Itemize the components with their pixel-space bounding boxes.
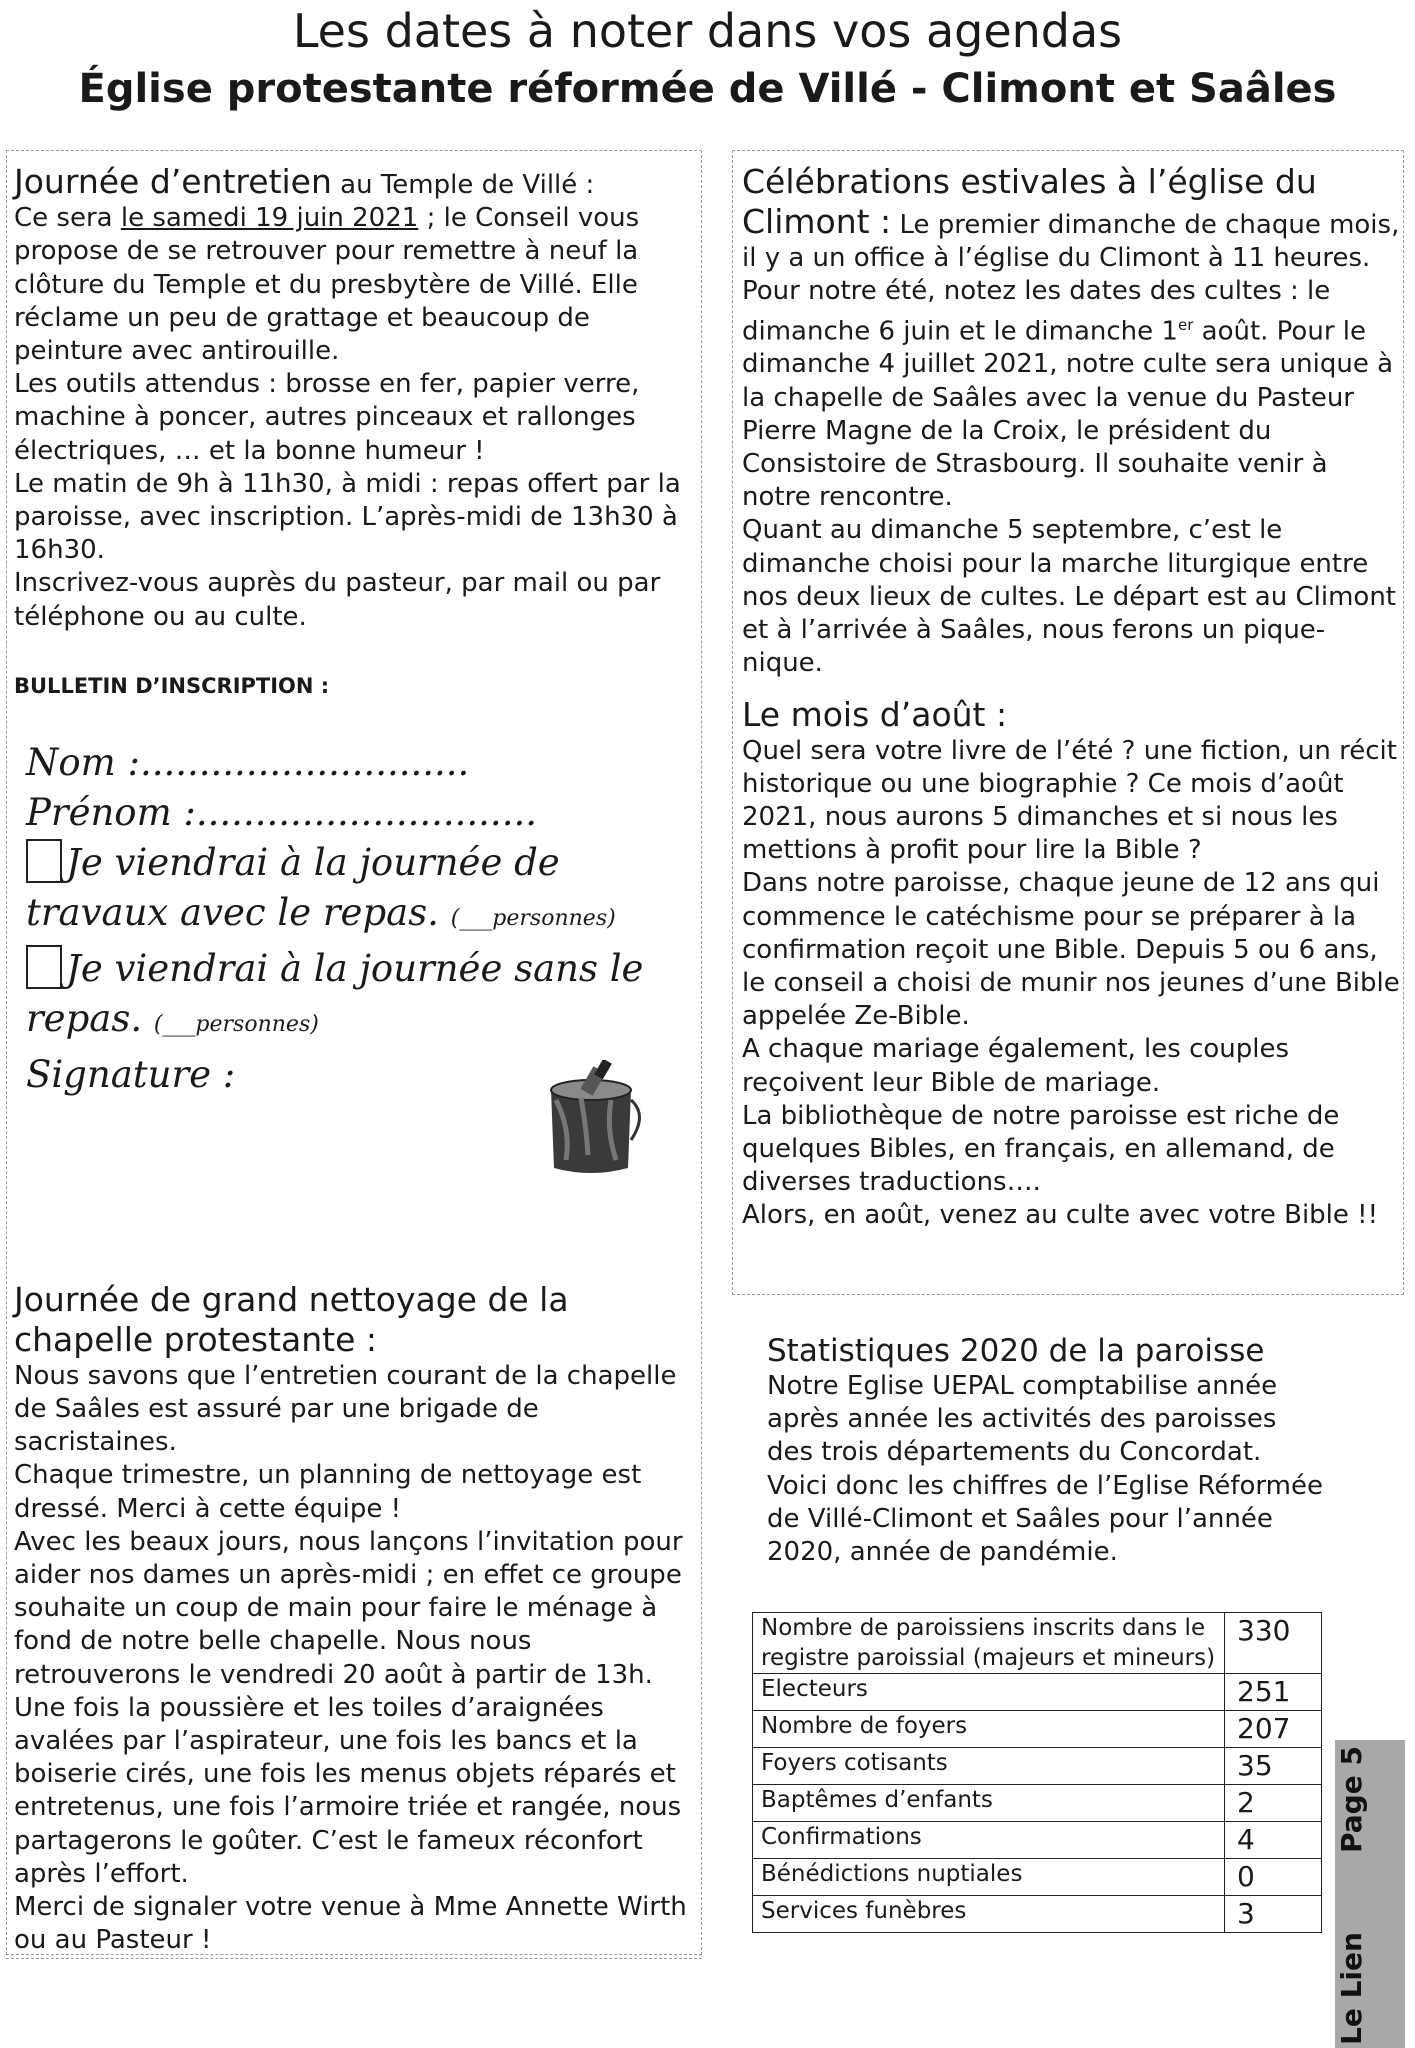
table-row <box>753 1859 1322 1896</box>
checkbox-without-meal[interactable] <box>26 945 62 989</box>
option-without-meal: Je viendrai à la journée sans le repas. (___personnes) <box>26 946 644 1040</box>
date-highlight: le samedi 19 juin 2021 <box>120 203 419 234</box>
prenom-field[interactable]: Prénom :............................. <box>26 790 537 834</box>
stat-label: Bénédictions nuptiales <box>753 1859 1225 1896</box>
stat-value: 3 <box>1225 1896 1322 1933</box>
table-row <box>753 1785 1322 1822</box>
stat-value: 2 <box>1225 1785 1322 1822</box>
stat-label: Nombre de foyers <box>753 1711 1225 1748</box>
table-row <box>753 1613 1322 1674</box>
page-title: Les dates à noter dans vos agendas <box>292 4 1123 58</box>
stats-section <box>767 1332 1327 1569</box>
stat-value: 251 <box>1225 1674 1322 1711</box>
stats-title: Statistiques 2020 de la paroisse <box>767 1333 1265 1369</box>
stats-table <box>752 1612 1322 1933</box>
section-heading-nettoyage: Journée de grand nettoyage de la chapelle protestante : <box>14 1279 569 1359</box>
stat-label: Electeurs <box>753 1674 1225 1711</box>
section-heading-celebrations: Célébrations estivales à l’église du <box>742 162 1317 201</box>
table-row <box>753 1822 1322 1859</box>
checkbox-with-meal[interactable] <box>26 839 62 883</box>
paragraph: Inscrivez-vous auprès du pasteur, par mail ou par téléphone ou au culte. <box>14 568 661 632</box>
table-row <box>753 1711 1322 1748</box>
stats-intro: Notre Eglise UEPAL comptabilise année après année les activités des paroisses des trois départements du Concordat. Voici donc les chiffres de l’Eglise Réformée de Villé-Climont et Saâles pour l’année 2020, année de pandémie. <box>767 1371 1323 1568</box>
right-column <box>742 162 1402 1233</box>
publication-name: Le Lien <box>1335 1932 1368 2046</box>
stat-value: 330 <box>1225 1613 1322 1674</box>
side-tab <box>1335 1740 1405 2048</box>
paragraph: Climont : Le premier dimanche de chaque mois, il y a un office à l’église du Climont à 11 heures. <box>742 202 1400 274</box>
page-number: Page 5 <box>1335 1746 1368 1854</box>
paragraph: Chaque trimestre, un planning de nettoyage est dressé. Merci à cette équipe ! <box>14 1460 642 1524</box>
stat-value: 4 <box>1225 1822 1322 1859</box>
stat-label: Foyers cotisants <box>753 1748 1225 1785</box>
paint-bucket-icon <box>536 1060 646 1180</box>
signature-field[interactable]: Signature : <box>26 1052 236 1096</box>
paragraph: Quel sera votre livre de l’été ? une fiction, un récit historique ou une biographie ? Ce mois d’août 2021, nous aurons 5 dimanches et si nous les mettions à profit pour lire la Bible ? <box>742 735 1397 866</box>
stat-value: 207 <box>1225 1711 1322 1748</box>
stat-label: Confirmations <box>753 1822 1225 1859</box>
paragraph: Merci de signaler votre venue à Mme Annette Wirth ou au Pasteur ! <box>14 1892 687 1956</box>
table-row <box>753 1748 1322 1785</box>
paragraph: Le matin de 9h à 11h30, à midi : repas offert par la paroisse, avec inscription. L’après-midi de 13h30 à 16h30. <box>14 468 681 566</box>
stat-value: 35 <box>1225 1748 1322 1785</box>
paragraph: Les outils attendus : brosse en fer, papier verre, machine à poncer, autres pinceaux et rallonges électriques, … et la bonne humeur ! <box>14 369 640 466</box>
nom-field[interactable]: Nom :............................ <box>26 740 470 784</box>
paragraph: La bibliothèque de notre paroisse est riche de quelques Bibles, en français, en allemand, de diverses traductions…. <box>742 1100 1340 1198</box>
paragraph: Nous savons que l’entretien courant de la chapelle de Saâles est assuré par une brigade de sacristaines. <box>14 1360 677 1458</box>
stat-label: Nombre de paroissiens inscrits dans le registre paroissial (majeurs et mineurs) <box>753 1613 1225 1674</box>
paragraph: Ce sera le samedi 19 juin 2021 ; le Conseil vous propose de se retrouver pour remettre à neuf la clôture du Temple et du presbytère de Villé. Elle réclame un peu de grattage et beaucoup de peinture avec antirouille. <box>14 203 640 367</box>
table-row <box>753 1674 1322 1711</box>
paragraph: A chaque mariage également, les couples reçoivent leur Bible de mariage. <box>742 1034 1290 1098</box>
stat-label: Services funèbres <box>753 1896 1225 1933</box>
divider <box>6 1958 702 1959</box>
section-heading-aout: Le mois d’août : <box>742 694 1008 734</box>
paragraph: Alors, en août, venez au culte avec votre Bible !! <box>742 1200 1378 1231</box>
option-with-meal: Je viendrai à la journée de travaux avec le repas. (___personnes) <box>26 840 616 934</box>
registration-form <box>14 738 700 1100</box>
paragraph: Pour notre été, notez les dates des cultes : le dimanche 6 juin et le dimanche 1er août. Pour le dimanche 4 juillet 2021, notre culte sera unique à la chapelle de Saâles avec la venue du Pasteur Pierre Magne de la Croix, le président du Consistoire de Strasbourg. Il souhaite venir à notre rencontre. <box>742 276 1394 513</box>
paragraph: Quant au dimanche 5 septembre, c’est le dimanche choisi pour la marche liturgique entre nos deux lieux de cultes. Le départ est au Climont et à l’arrivée à Saâles, nous ferons un pique-nique. <box>742 515 1396 679</box>
page-subtitle: Église protestante réformée de Villé - Climont et Saâles <box>78 66 1337 112</box>
section-heading-entretien: Journée d’entretien au Temple de Villé : <box>14 162 595 201</box>
stat-label: Baptêmes d’enfants <box>753 1785 1225 1822</box>
bulletin-label: BULLETIN D’INSCRIPTION : <box>14 673 330 698</box>
paragraph: Avec les beaux jours, nous lançons l’invitation pour aider nos dames un après-midi ; en effet ce groupe souhaite un coup de main pour faire le ménage à fond de notre belle chapelle. Nous nous retrouverons le vendredi 20 août à partir de 13h. Une fois la poussière et les toiles d’araignées avalées par l’aspirateur, une fois les bancs et la boiserie cirés, une fois les menus objets réparés et entretenus, une fois l’armoire triée et rangée, nous partagerons le goûter. C’est le fameux réconfort après l’effort. <box>14 1526 683 1889</box>
table-row <box>753 1896 1322 1933</box>
paragraph: Dans notre paroisse, chaque jeune de 12 ans qui commence le catéchisme pour se préparer à la confirmation reçoit une Bible. Depuis 5 ou 6 ans, le conseil a choisi de munir nos jeunes d’une Bible appelée Ze-Bible. <box>742 868 1400 1032</box>
stat-value: 0 <box>1225 1859 1322 1896</box>
